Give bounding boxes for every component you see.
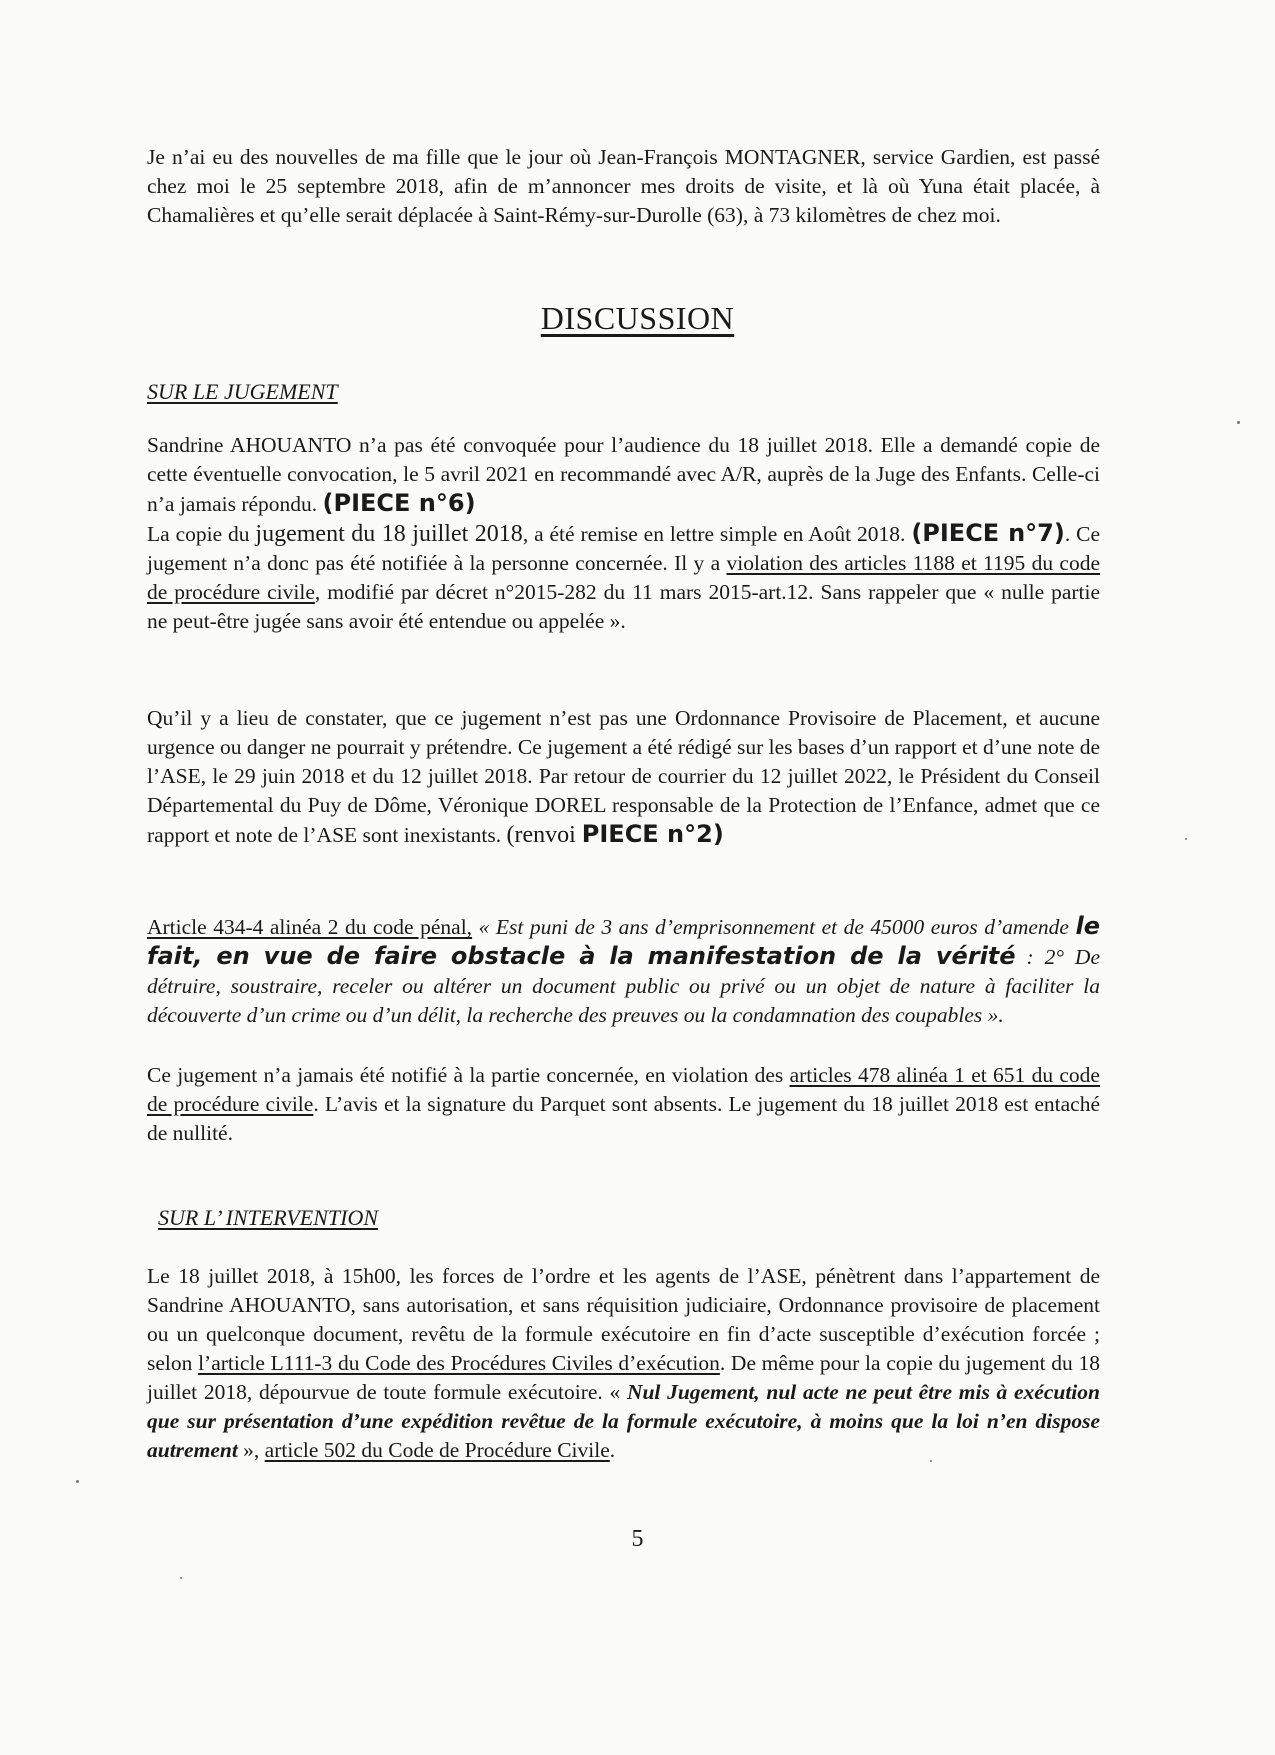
jugement-paragraph-3: Article 434-4 alinéa 2 du code pénal, « Est puni de 3 ans d’emprisonnement et de 45000 euros d’amende le fait, en vue de faire obstacle à la manifestation de la vérité : 2° De détruire, soustraire, receler ou altérer un document public ou privé ou un objet de nature à faciliter la découverte d’un crime ou d’un délit, la recherche des preuves ou la condamnation des coupables ». bbox=[147, 912, 1101, 1027]
scan-speck bbox=[76, 1480, 79, 1483]
piece-7-reference: (PIECE n°7) bbox=[911, 519, 1065, 547]
citation-article-502: article 502 du Code de Procédure Civile bbox=[264, 1438, 610, 1462]
intro-paragraph: Je n’ai eu des nouvelles de ma fille que le jour où Jean-François MONTAGNER, service Gardien, est passé chez moi le 25 septembre 2018, afin de m’annoncer mes droits de visite, et là où Yuna était placée, à Chamalières et qu’elle serait déplacée à Saint-Rémy-sur-Durolle (63), à 73 kilomètres de chez moi. bbox=[147, 145, 1100, 227]
citation-article-l111-3: l’article L111-3 du Code des Procédures Civiles d’exécution bbox=[198, 1351, 720, 1375]
section-title-jugement: SUR LE JUGEMENT bbox=[147, 379, 338, 404]
jugement-paragraph-1: Sandrine AHOUANTO n’a pas été convoquée pour l’audience du 18 juillet 2018. Elle a demandé copie de cette éventuelle convocation, le 5 avril 2021 en recommandé avec A/R, auprès de la Juge des Enfants. Celle-ci n’a jamais répondu. (PIECE n°6) La copie du jugement du 18 juillet 2018, a été remise en lettre simple en Août 2018. (PIECE n°7). Ce jugement n’a donc pas été notifiée à la personne concernée. Il y a violation des articles 1188 et 1195 du code de procédure civile, modifié par décret n°2015-282 du 11 mars 2015-art.12. Sans rappeler que « nulle partie ne peut-être jugée sans avoir été entendue ou appelée ». bbox=[147, 433, 1101, 633]
jugement-paragraph-2: Qu’il y a lieu de constater, que ce jugement n’est pas une Ordonnance Provisoire de Placement, et aucune urgence ou danger ne pourrait y prétendre. Ce jugement a été rédigé sur les bases d’un rapport et d’une note de l’ASE, le 29 juin 2018 et du 12 juillet 2018. Par retour de courrier du 12 juillet 2022, le Président du Conseil Départemental du Puy de Dôme, Véronique DOREL responsable de la Protection de l’Enfance, admet que ce rapport et note de l’ASE sont inexistants. (renvoi PIECE n°2) bbox=[147, 706, 1101, 848]
citation-articles-1188-1195: violation des articles 1188 et 1195 du code de procédure civile bbox=[147, 551, 1100, 604]
scan-speck bbox=[1237, 421, 1240, 424]
citation-articles-478-651: articles 478 alinéa 1 et 651 du code de procédure civile bbox=[147, 1063, 1100, 1116]
citation-article-434-4: Article 434-4 alinéa 2 du code pénal, bbox=[147, 915, 473, 939]
scan-speck bbox=[180, 1577, 182, 1579]
scan-speck bbox=[930, 1460, 932, 1462]
scan-speck bbox=[1185, 838, 1187, 840]
intervention-paragraph: Le 18 juillet 2018, à 15h00, les forces de l’ordre et les agents de l’ASE, pénètrent dans l’appartement de Sandrine AHOUANTO, sans autorisation, et sans réquisition judiciaire, Ordonnance provisoire de placement ou un quelconque document, revêtu de la formule exécutoire en fin d’acte susceptible d’exécution forcée ; selon l’article L111-3 du Code des Procédures Civiles d’exécution. De même pour la copie du jugement du 18 juillet 2018, dépourvue de toute formule exécutoire. « Nul Jugement, nul acte ne peut être mis à exécution que sur présentation d’une expédition revêtue de la formule exécutoire, à moins que la loi n’en dispose autrement », article 502 du Code de Procédure Civile. bbox=[147, 1264, 1100, 1462]
quote-nul-jugement: Nul Jugement, nul acte ne peut être mis à exécution que sur présentation d’une expédition revêtue de la formule exécutoire, à moins que la loi n’en dispose autrement bbox=[147, 1380, 1100, 1462]
jugement-paragraph-4: Ce jugement n’a jamais été notifié à la partie concernée, en violation des articles 478 alinéa 1 et 651 du code de procédure civile. L’avis et la signature du Parquet sont absents. Le jugement du 18 juillet 2018 est entaché de nullité. bbox=[147, 1063, 1100, 1145]
emphasis-verite: le fait, en vue de faire obstacle à la manifestation de la vérité bbox=[147, 912, 1101, 970]
piece-6-reference: (PIECE n°6) bbox=[322, 489, 476, 517]
section-title-intervention: SUR L’ INTERVENTION bbox=[158, 1205, 379, 1230]
page-number: 5 bbox=[631, 1526, 644, 1552]
piece-2-reference: PIECE n°2) bbox=[581, 820, 724, 848]
discussion-heading: DISCUSSION bbox=[540, 300, 735, 336]
